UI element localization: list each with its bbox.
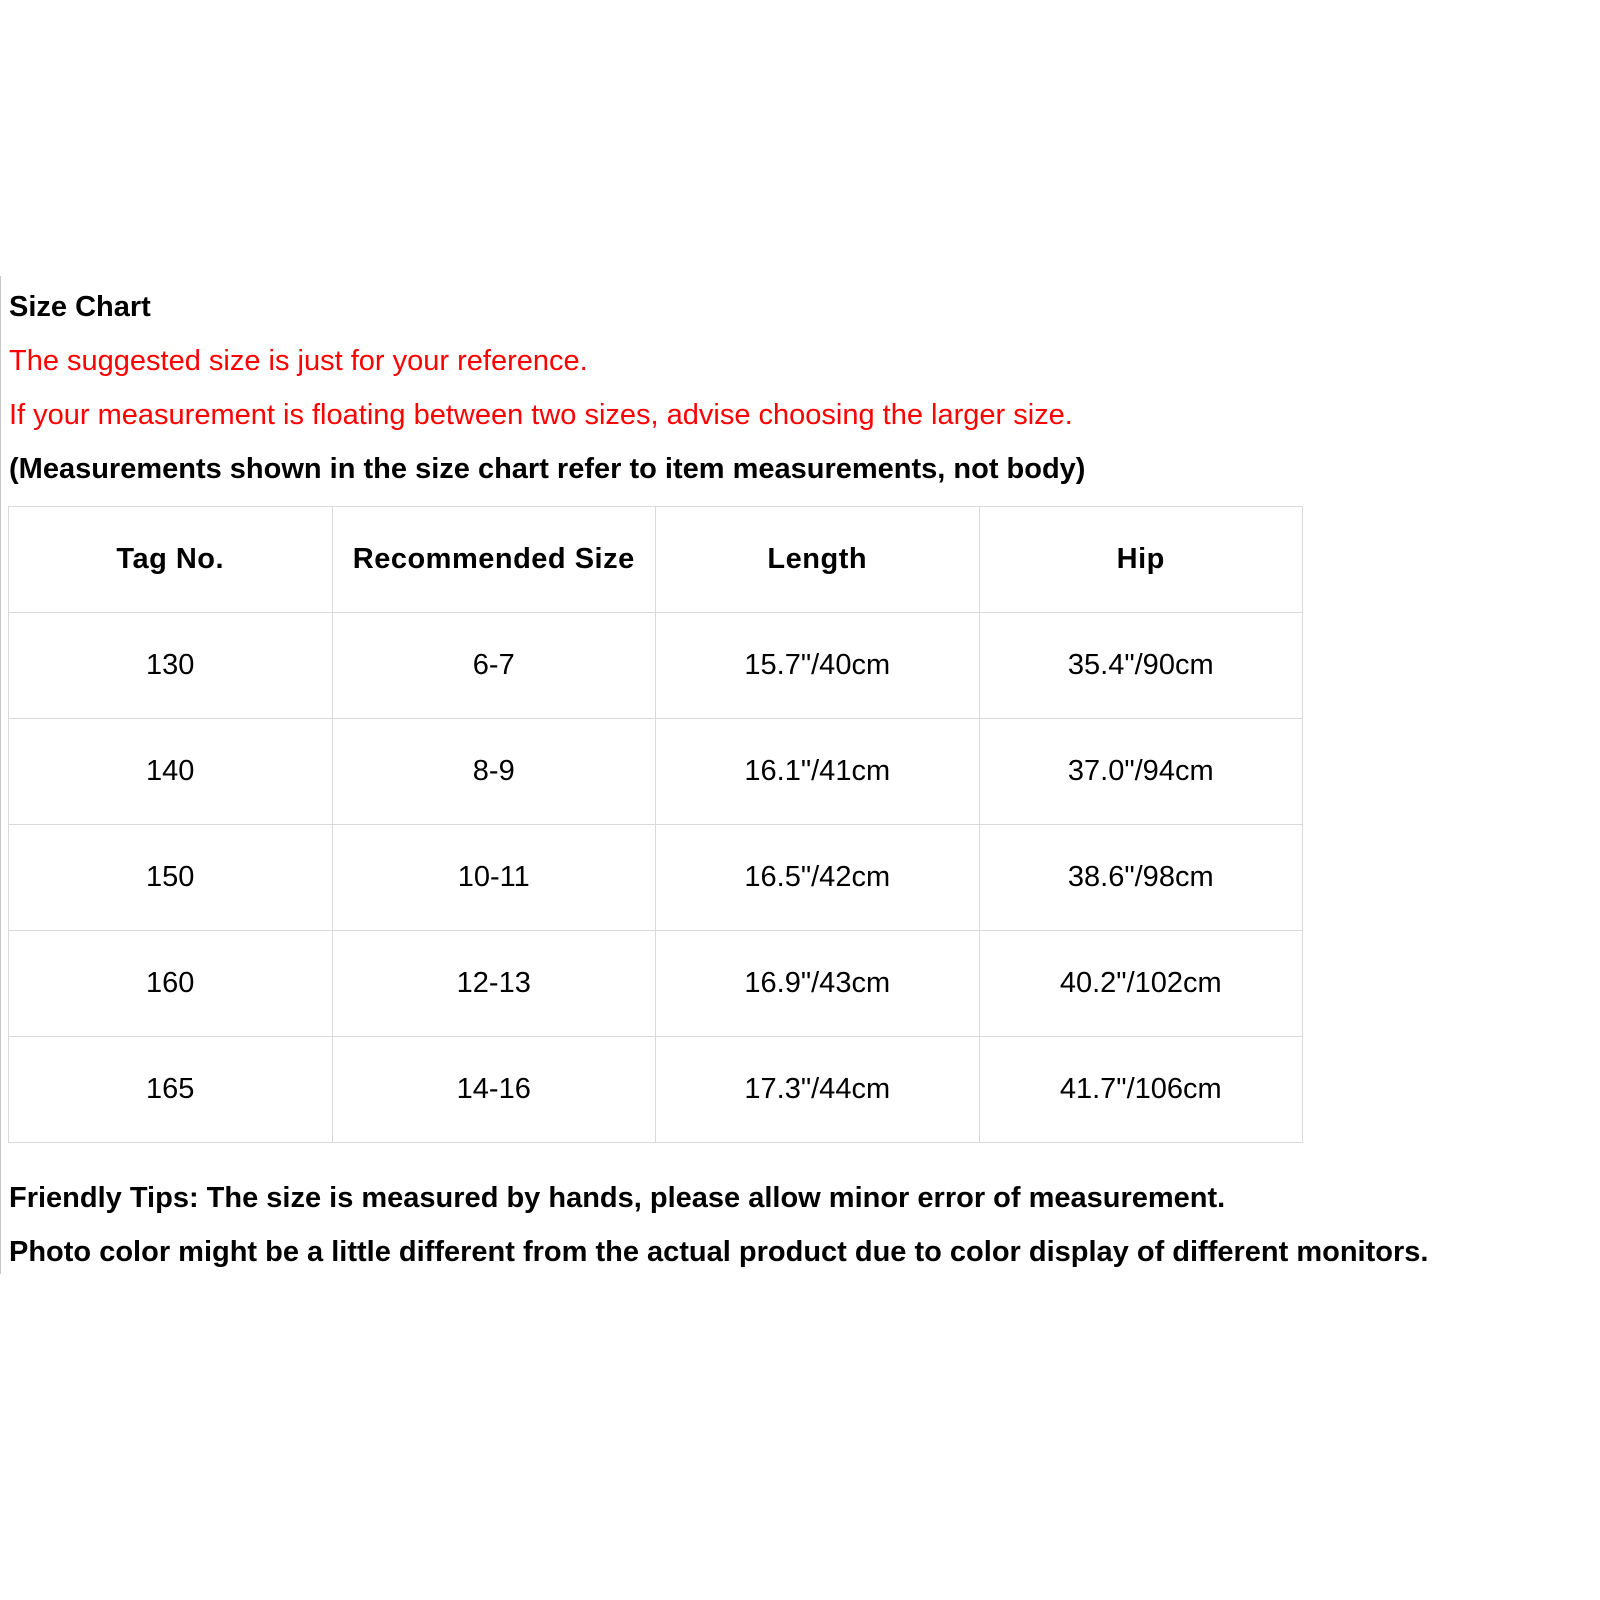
cell-tag-no: 165 bbox=[9, 1037, 333, 1143]
cell-tag-no: 130 bbox=[9, 613, 333, 719]
header-tag-no: Tag No. bbox=[9, 507, 333, 613]
cell-tag-no: 160 bbox=[9, 931, 333, 1037]
table-row bbox=[9, 719, 1303, 825]
cell-recommended-size: 6-7 bbox=[332, 613, 656, 719]
cell-hip: 38.6"/98cm bbox=[979, 825, 1303, 931]
cell-length: 16.5"/42cm bbox=[656, 825, 980, 931]
cell-hip: 40.2"/102cm bbox=[979, 931, 1303, 1037]
cell-recommended-size: 10-11 bbox=[332, 825, 656, 931]
photo-color-note: Photo color might be a little different from the actual product due to color display of different monitors. bbox=[9, 1236, 1429, 1268]
sizing-advice-note: If your measurement is floating between two sizes, advise choosing the larger size. bbox=[9, 399, 1073, 431]
measurement-disclaimer: (Measurements shown in the size chart refer to item measurements, not body) bbox=[9, 453, 1086, 485]
header-length: Length bbox=[656, 507, 980, 613]
reference-note: The suggested size is just for your reference. bbox=[9, 345, 588, 377]
table-row bbox=[9, 825, 1303, 931]
size-table bbox=[8, 506, 1303, 1143]
cell-hip: 35.4"/90cm bbox=[979, 613, 1303, 719]
header-recommended-size: Recommended Size bbox=[332, 507, 656, 613]
cell-hip: 41.7"/106cm bbox=[979, 1037, 1303, 1143]
cell-tag-no: 140 bbox=[9, 719, 333, 825]
cell-length: 16.9"/43cm bbox=[656, 931, 980, 1037]
cell-tag-no: 150 bbox=[9, 825, 333, 931]
left-border-line bbox=[0, 276, 1, 1274]
table-row bbox=[9, 1037, 1303, 1143]
cell-length: 16.1"/41cm bbox=[656, 719, 980, 825]
cell-hip: 37.0"/94cm bbox=[979, 719, 1303, 825]
cell-length: 17.3"/44cm bbox=[656, 1037, 980, 1143]
cell-recommended-size: 8-9 bbox=[332, 719, 656, 825]
cell-length: 15.7"/40cm bbox=[656, 613, 980, 719]
header-hip: Hip bbox=[979, 507, 1303, 613]
cell-recommended-size: 14-16 bbox=[332, 1037, 656, 1143]
size-chart-title: Size Chart bbox=[9, 291, 151, 323]
friendly-tips: Friendly Tips: The size is measured by hands, please allow minor error of measurement. bbox=[9, 1182, 1226, 1214]
table-row bbox=[9, 613, 1303, 719]
cell-recommended-size: 12-13 bbox=[332, 931, 656, 1037]
table-header-row bbox=[9, 507, 1303, 613]
table-row bbox=[9, 931, 1303, 1037]
